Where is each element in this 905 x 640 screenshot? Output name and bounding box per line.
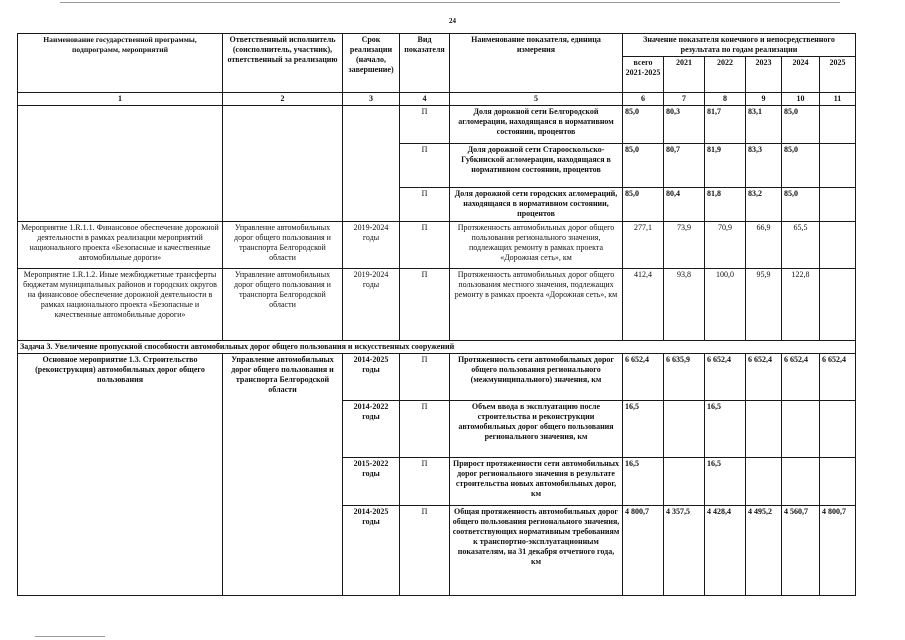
value-total: 277,1 — [623, 222, 664, 269]
value-2021: 80,7 — [664, 144, 705, 188]
indicator-type: П — [400, 188, 450, 222]
value-2023: 66,9 — [746, 222, 782, 269]
value-2022: 100,0 — [705, 269, 746, 341]
col-number: 11 — [820, 93, 856, 106]
value-2023: 83,2 — [746, 188, 782, 222]
table-row — [18, 222, 856, 269]
value-2022: 16,5 — [705, 401, 746, 458]
value-2025 — [820, 188, 856, 222]
measure-executor: Управление автомобильных дорог общего пользования и транспорта Белгородской области — [223, 222, 343, 269]
header-indicator-name: Наименование показателя, единица измерения — [450, 34, 623, 93]
col-number: 7 — [664, 93, 705, 106]
value-2024: 85,0 — [782, 188, 820, 222]
value-2023 — [746, 401, 782, 458]
value-2024: 65,5 — [782, 222, 820, 269]
table-row — [18, 106, 856, 144]
indicator-name: Прирост протяженности сети автомобильных дорог регионального значения в результате строительства новых автомобильных дорог, км — [450, 458, 623, 506]
indicator-type: П — [400, 354, 450, 401]
col-number: 10 — [782, 93, 820, 106]
header-year-2022: 2022 — [705, 57, 746, 93]
cell-empty — [223, 106, 343, 222]
value-2023: 83,1 — [746, 106, 782, 144]
indicator-type: П — [400, 269, 450, 341]
value-2022: 6 652,4 — [705, 354, 746, 401]
col-number: 1 — [18, 93, 223, 106]
value-total: 4 800,7 — [623, 506, 664, 596]
value-2022: 4 428,4 — [705, 506, 746, 596]
value-2024 — [782, 458, 820, 506]
col-number: 3 — [343, 93, 400, 106]
value-2025 — [820, 222, 856, 269]
indicator-name: Протяженность сети автомобильных дорог общего пользования регионального (межмуниципального) значения, км — [450, 354, 623, 401]
value-2021: 73,9 — [664, 222, 705, 269]
measure-term: 2014-2022 годы — [343, 401, 400, 458]
value-2023: 95,9 — [746, 269, 782, 341]
value-total: 412,4 — [623, 269, 664, 341]
indicator-type: П — [400, 506, 450, 596]
value-2021: 6 635,9 — [664, 354, 705, 401]
indicator-name: Доля дорожной сети городских агломераций, находящаяся в нормативном состоянии, процентов — [450, 188, 623, 222]
value-2024 — [782, 401, 820, 458]
page-number: 24 — [449, 17, 456, 25]
cell-empty — [343, 106, 400, 222]
indicator-name: Объем ввода в эксплуатацию после строительства и реконструкции автомобильных дорог общего пользования регионального значения, км — [450, 401, 623, 458]
task-title: Задача 3. Увеличение пропускной способности автомобильных дорог общего пользования и искусственных сооружений — [18, 341, 856, 354]
value-2024: 6 652,4 — [782, 354, 820, 401]
indicator-name: Протяженность автомобильных дорог общего пользования местного значения, подлежащих ремонту в рамках проекта «Дорожная сеть», км — [450, 269, 623, 341]
col-number: 8 — [705, 93, 746, 106]
header-values-group: Значение показателя конечного и непосредственного результата по годам реализации — [623, 34, 856, 57]
measure-name: Мероприятие 1.R.1.2. Иные межбюджетные трансферты бюджетам муниципальных районов и городских округов на финансовое обеспечение дорожной деятельности в рамках национального проекта «Безопасные и качественные автомобильные дороги» — [18, 269, 223, 341]
column-numbers-row — [18, 93, 856, 106]
scan-edge-top — [60, 2, 840, 3]
task-row — [18, 341, 856, 354]
value-2021: 93,8 — [664, 269, 705, 341]
value-2023: 83,3 — [746, 144, 782, 188]
indicator-type: П — [400, 458, 450, 506]
value-total: 6 652,4 — [623, 354, 664, 401]
indicator-name: Протяженность автомобильных дорог общего пользования регионального значения, подлежащих ремонту в рамках проекта «Дорожная сеть», км — [450, 222, 623, 269]
col-number: 6 — [623, 93, 664, 106]
measure-term: 2019-2024 годы — [343, 269, 400, 341]
program-indicators-table — [17, 33, 856, 596]
indicator-type: П — [400, 401, 450, 458]
value-total: 85,0 — [623, 106, 664, 144]
value-2025 — [820, 269, 856, 341]
header-name: Наименование государственной программы, подпрограмм, мероприятий — [18, 34, 223, 93]
value-2025 — [820, 401, 856, 458]
measure-term: 2019-2024 годы — [343, 222, 400, 269]
header-year-2021: 2021 — [664, 57, 705, 93]
value-total: 85,0 — [623, 144, 664, 188]
indicator-type: П — [400, 106, 450, 144]
value-2025: 4 800,7 — [820, 506, 856, 596]
measure-name: Мероприятие 1.R.1.1. Финансовое обеспечение дорожной деятельности в рамках реализации мероприятий национального проекта «Безопасные и качественные автомобильные дороги» — [18, 222, 223, 269]
main-measure-name: Основное мероприятие 1.3. Строительство (реконструкция) автомобильных дорог общего пользования — [18, 354, 223, 596]
value-2023: 4 495,2 — [746, 506, 782, 596]
value-2021: 80,4 — [664, 188, 705, 222]
value-total: 85,0 — [623, 188, 664, 222]
value-2023: 6 652,4 — [746, 354, 782, 401]
table-row — [18, 269, 856, 341]
col-number: 5 — [450, 93, 623, 106]
indicator-type: П — [400, 144, 450, 188]
value-2021: 4 357,5 — [664, 506, 705, 596]
measure-executor: Управление автомобильных дорог общего пользования и транспорта Белгородской области — [223, 269, 343, 341]
header-year-2025: 2025 — [820, 57, 856, 93]
indicator-type: П — [400, 222, 450, 269]
col-number: 2 — [223, 93, 343, 106]
value-2022: 16,5 — [705, 458, 746, 506]
value-2024: 4 560,7 — [782, 506, 820, 596]
cell-empty — [18, 106, 223, 222]
value-2024: 122,8 — [782, 269, 820, 341]
value-2025 — [820, 106, 856, 144]
value-total: 16,5 — [623, 401, 664, 458]
value-2024: 85,0 — [782, 144, 820, 188]
indicator-name: Доля дорожной сети Старооскольско-Губкинской агломерации, находящаяся в нормативном состоянии, процентов — [450, 144, 623, 188]
header-year-2023: 2023 — [746, 57, 782, 93]
measure-term: 2015-2022 годы — [343, 458, 400, 506]
col-number: 9 — [746, 93, 782, 106]
value-2022: 70,9 — [705, 222, 746, 269]
value-2021 — [664, 458, 705, 506]
col-number: 4 — [400, 93, 450, 106]
value-2022: 81,7 — [705, 106, 746, 144]
measure-term: 2014-2025 годы — [343, 354, 400, 401]
header-indicator-type: Вид показателя — [400, 34, 450, 93]
measure-term: 2014-2025 годы — [343, 506, 400, 596]
header-executor: Ответственный исполнитель (соисполнитель, участник), ответственный за реализацию — [223, 34, 343, 93]
value-2022: 81,9 — [705, 144, 746, 188]
value-2022: 81,8 — [705, 188, 746, 222]
value-2021 — [664, 401, 705, 458]
header-term: Срок реализации (начало, завершение) — [343, 34, 400, 93]
value-total: 16,5 — [623, 458, 664, 506]
indicator-name: Общая протяженность автомобильных дорог общего пользования регионального значения, соответствующих нормативным требованиям к транспортно-эксплуатационным показателям, на 31 декабря отчетного года, км — [450, 506, 623, 596]
header-total: всего 2021-2025 — [623, 57, 664, 93]
value-2023 — [746, 458, 782, 506]
value-2025 — [820, 458, 856, 506]
value-2025: 6 652,4 — [820, 354, 856, 401]
value-2024: 85,0 — [782, 106, 820, 144]
scan-edge-bottom — [35, 636, 105, 637]
value-2021: 80,3 — [664, 106, 705, 144]
main-measure-executor: Управление автомобильных дорог общего пользования и транспорта Белгородской области — [223, 354, 343, 596]
header-year-2024: 2024 — [782, 57, 820, 93]
table-row — [18, 354, 856, 401]
value-2025 — [820, 144, 856, 188]
indicator-name: Доля дорожной сети Белгородской агломерации, находящаяся в нормативном состоянии, процентов — [450, 106, 623, 144]
